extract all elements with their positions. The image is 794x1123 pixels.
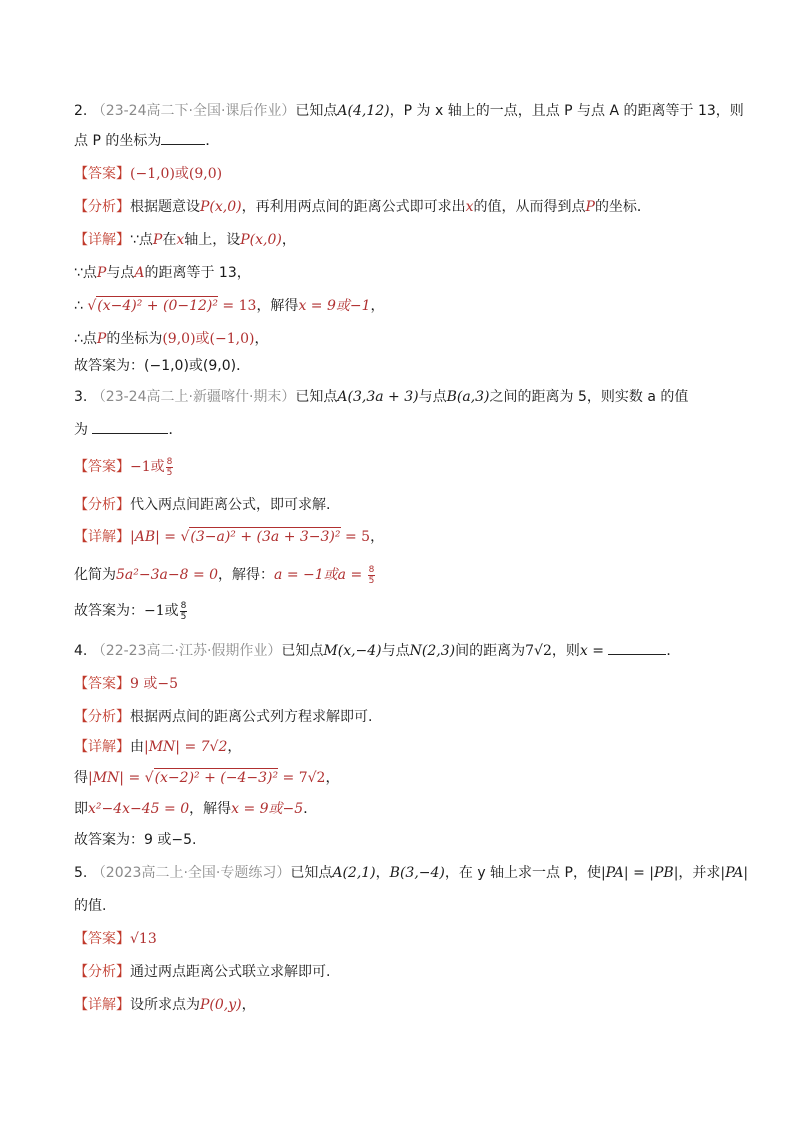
q2-math: P <box>96 265 107 281</box>
q3-stem-text: 已知点 <box>295 389 338 405</box>
q2-source: （23-24高二下·全国·课后作业） <box>91 103 296 119</box>
fraction-denominator: 5 <box>180 611 187 622</box>
q2-detail-text: ∵点 <box>130 232 153 248</box>
q2-stem-line1 <box>74 100 744 122</box>
q2-answer-tag: 【答案】 <box>74 166 130 182</box>
q3-stem-text: 与点 <box>418 389 447 405</box>
q2-detail-text: ， <box>281 232 296 248</box>
q2-stem-text: ，P 为 x 轴上的一点，且点 P 与点 A 的距离等于 13，则 <box>389 103 744 119</box>
q5-detail-tag: 【详解】 <box>74 997 130 1013</box>
sqrt-icon: √ <box>180 529 190 545</box>
q3-point-a: A(3,3a + 3) <box>337 389 419 405</box>
q5-detail-text: ， <box>241 997 256 1013</box>
q5-pa: |PA| <box>720 865 749 881</box>
q2-answer-line <box>74 163 726 185</box>
q4-answer-blank <box>608 640 666 655</box>
q2-detail-text: ， <box>254 331 269 347</box>
q4-answer-line <box>74 673 726 695</box>
q2-detail-tag: 【详解】 <box>74 232 130 248</box>
q2-detail-text: 轴上，设 <box>184 232 241 248</box>
q2-analysis-line <box>74 196 726 218</box>
q4-math: x²−4x−45 = 0 <box>88 801 190 817</box>
q4-final: 故答案为：9 或−5. <box>74 832 197 848</box>
q2-math: P <box>152 232 163 248</box>
q2-number: 2. <box>74 103 88 119</box>
q2-detail-text: ， <box>370 298 385 314</box>
q5-math: P(0,y) <box>200 997 242 1013</box>
q3-detail-text: ，解得： <box>218 567 275 583</box>
q5-source: （2023高二上·全国·专题练习） <box>91 865 291 881</box>
q3-stem-text: 为 <box>74 422 88 438</box>
q5-stem-text: ，并求 <box>678 865 721 881</box>
q5-answer-line <box>74 928 726 950</box>
q3-answer: −1或 <box>130 459 165 475</box>
q3-answer-fraction <box>166 457 174 478</box>
q3-final-text: 故答案为： <box>74 603 144 619</box>
q2-detail-text: 在 <box>162 232 177 248</box>
q4-detail-text: 得 <box>74 770 88 786</box>
fraction-denominator: 5 <box>166 467 173 478</box>
q4-detail-text: ， <box>227 739 242 755</box>
q5-stem-text: 已知点 <box>290 865 333 881</box>
q2-answer: (−1,0)或(9,0) <box>130 166 223 182</box>
q2-stem-line2 <box>74 130 726 152</box>
q2-detail-line1 <box>74 229 726 251</box>
q4-detail-line2 <box>74 767 726 789</box>
sqrt-icon: √ <box>144 770 154 786</box>
q5-answer-tag: 【答案】 <box>74 931 130 947</box>
q2-math: P <box>96 331 107 347</box>
q3-final-answer: −1或 <box>144 603 179 619</box>
q3-math: |AB| = <box>130 529 181 545</box>
q4-math: |MN| = 7√2 <box>144 739 228 755</box>
q2-analysis-text: 的值，从而得到点 <box>473 199 586 215</box>
q5-analysis-line <box>74 961 726 983</box>
q4-sqrt-expr: (x−2)² + (−4−3)² <box>154 770 279 786</box>
q5-number: 5. <box>74 865 88 881</box>
q2-math: P <box>585 199 595 215</box>
q2-math: P(x,0) <box>240 232 282 248</box>
q3-detail-text: 化简为 <box>74 567 116 583</box>
q3-final-line <box>74 600 726 622</box>
q5-stem-text: 的值. <box>74 898 107 914</box>
q3-math: = 5 <box>340 529 371 545</box>
q2-answer-blank <box>161 130 205 145</box>
q2-math: x <box>465 199 474 215</box>
q4-stem-text: 间的距离为 <box>455 643 526 659</box>
q5-point-a: A(2,1) <box>332 865 376 881</box>
q3-detail-line1 <box>74 526 726 548</box>
q3-analysis-line <box>74 494 726 516</box>
q2-final: 故答案为：(−1,0)或(9,0)． <box>74 358 251 374</box>
q4-math: x = 9或−5 <box>231 801 304 817</box>
q4-point-m: M(x,−4) <box>323 643 382 659</box>
q2-analysis-tag: 【分析】 <box>74 199 130 215</box>
q2-detail-text: ∴点 <box>74 331 97 347</box>
q2-detail-text: 的距离等于 13， <box>144 265 251 281</box>
q2-period: ． <box>205 133 220 149</box>
q4-period: ． <box>666 643 681 659</box>
q5-detail-text: 设所求点为 <box>130 997 200 1013</box>
q4-math: |MN| = <box>88 770 145 786</box>
q4-stem-text: 与点 <box>381 643 410 659</box>
q2-math: P(x,0) <box>200 199 242 215</box>
q4-stem-line1 <box>74 640 726 662</box>
q5-point-b: B(3,−4) <box>389 865 445 881</box>
q3-answer-line <box>74 456 726 478</box>
q3-number: 3. <box>74 389 88 405</box>
q5-stem-text: ，在 y 轴上求一点 P，使 <box>444 865 601 881</box>
q3-stem-line1 <box>74 386 726 408</box>
q4-source: （22-23高二·江苏·假期作业） <box>91 643 282 659</box>
q3-detail-fraction <box>368 565 376 586</box>
q2-analysis-text: ，再利用两点间的距离公式即可求出 <box>241 199 466 215</box>
q2-stem-text: 已知点 <box>295 103 338 119</box>
fraction-denominator: 5 <box>368 575 375 586</box>
q5-condition: |PA| = |PB| <box>600 865 679 881</box>
q3-detail-text: ， <box>370 529 385 545</box>
q4-stem-text: 已知点 <box>281 643 324 659</box>
q3-sqrt-expr: (3−a)² + (3a + 3−3)² <box>190 529 341 545</box>
q4-analysis-line <box>74 706 726 728</box>
q3-analysis-tag: 【分析】 <box>74 497 130 513</box>
q4-detail-text: 即 <box>74 801 88 817</box>
q2-detail-line3 <box>74 295 726 317</box>
fraction-numerator: 8 <box>368 564 375 575</box>
q2-math: x <box>176 232 185 248</box>
q5-answer: √13 <box>130 931 157 947</box>
q4-number: 4. <box>74 643 88 659</box>
q5-stem-line2 <box>74 895 726 917</box>
q4-math: = 7√2 <box>278 770 326 786</box>
q3-point-b: B(a,3) <box>446 389 490 405</box>
q2-detail-line2 <box>74 262 726 284</box>
fraction-numerator: 8 <box>166 456 173 467</box>
q4-answer-tag: 【答案】 <box>74 676 130 692</box>
q2-detail-text: ，解得 <box>256 298 299 314</box>
q5-analysis-tag: 【分析】 <box>74 964 130 980</box>
q2-final-line <box>74 355 726 377</box>
q3-detail-tag: 【详解】 <box>74 529 130 545</box>
q2-math: (9,0)或(−1,0) <box>162 331 255 347</box>
fraction-numerator: 8 <box>180 600 187 611</box>
q2-detail-text: 的坐标为 <box>106 331 163 347</box>
q4-answer: 9 或−5 <box>130 676 178 692</box>
q4-distance: 7√2 <box>525 643 552 659</box>
q2-stem-text: 点 P 的坐标为 <box>74 133 162 149</box>
q2-detail-line4 <box>74 328 726 350</box>
q2-analysis-text: 根据题意设 <box>130 199 200 215</box>
q2-analysis-text: 的坐标． <box>594 199 651 215</box>
q3-math: a = −1或a = <box>274 567 367 583</box>
q3-stem-text: 之间的距离为 5，则实数 a 的值 <box>489 389 689 405</box>
q2-detail-text: ∵点 <box>74 265 97 281</box>
q4-detail-tag: 【详解】 <box>74 739 130 755</box>
q4-detail-line3 <box>74 798 726 820</box>
q2-math: A <box>134 265 145 281</box>
q2-detail-text: 与点 <box>106 265 135 281</box>
q5-stem-line1 <box>74 862 749 884</box>
q4-detail-text: 由 <box>130 739 144 755</box>
q2-math: x = 9或−1 <box>298 298 371 314</box>
q3-answer-tag: 【答案】 <box>74 459 130 475</box>
q3-detail-line2 <box>74 564 726 586</box>
q2-detail-text: ∴ <box>74 298 88 314</box>
q3-answer-blank <box>92 419 168 434</box>
q4-detail-line1 <box>74 736 726 758</box>
q4-detail-text: ， <box>325 770 340 786</box>
q4-stem-text: ，则 <box>551 643 580 659</box>
q2-math: = 13 <box>217 298 257 314</box>
q2-point-a: A(4,12) <box>337 103 390 119</box>
q4-analysis-tag: 【分析】 <box>74 709 130 725</box>
q4-math: x = <box>579 643 609 659</box>
q4-point-n: N(2,3) <box>409 643 456 659</box>
q5-stem-text: ， <box>375 865 390 881</box>
q3-math: 5a²−3a−8 = 0 <box>116 567 219 583</box>
q5-analysis: 通过两点距离公式联立求解即可. <box>130 964 331 980</box>
q4-analysis: 根据两点间的距离公式列方程求解即可. <box>130 709 373 725</box>
q3-source: （23-24高二上·新疆喀什·期末） <box>91 389 296 405</box>
q3-analysis: 代入两点间距离公式，即可求解. <box>130 497 331 513</box>
q5-detail-line1 <box>74 994 726 1016</box>
q4-final-line <box>74 829 726 851</box>
q2-sqrt-expr: (x−4)² + (0−12)² <box>97 298 218 314</box>
q3-stem-line2 <box>74 419 726 441</box>
q4-detail-text: ，解得 <box>189 801 232 817</box>
q3-period: ． <box>168 422 183 438</box>
q4-detail-text: ． <box>303 801 318 817</box>
q3-final-fraction <box>180 601 188 622</box>
sqrt-icon: √ <box>87 298 97 314</box>
